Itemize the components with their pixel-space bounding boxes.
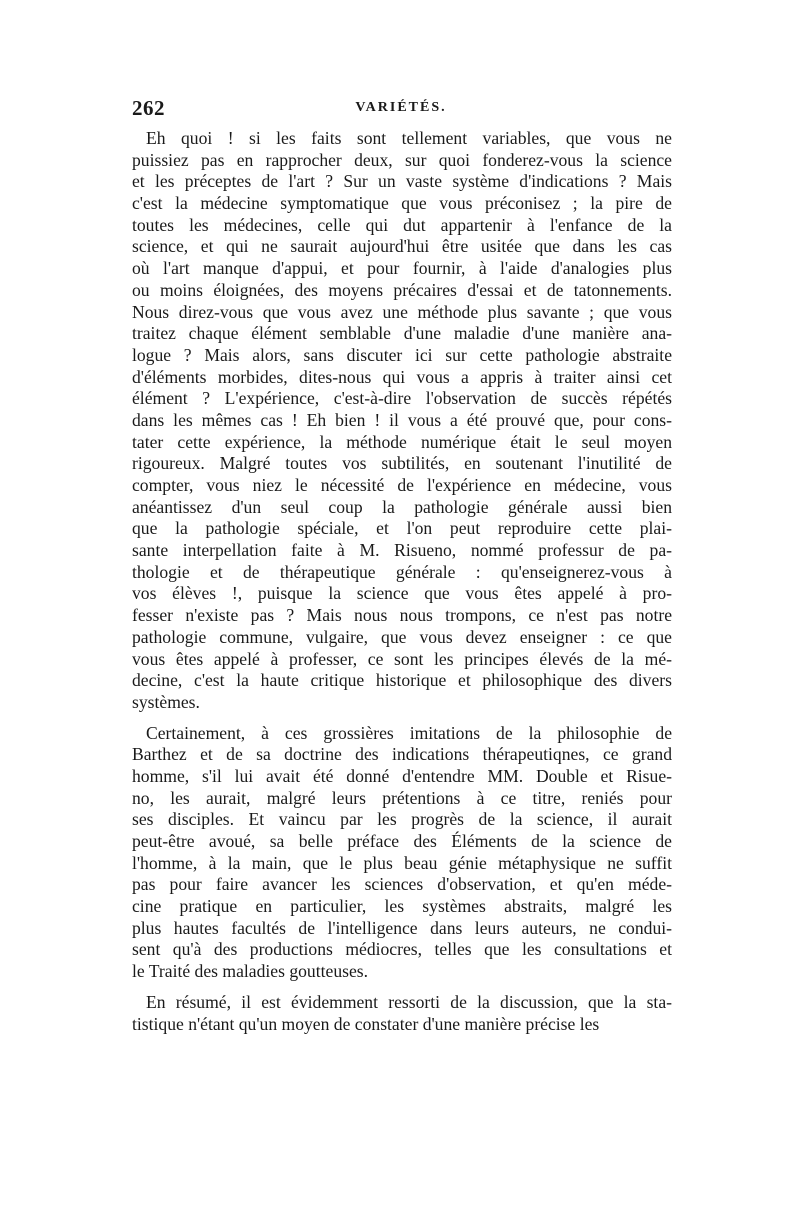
text-line: d'éléments morbides, dites-nous qui vous a appris à traiter ainsi cet [132, 366, 672, 387]
text-line: En résumé, il est évidemment ressorti de la discussion, que la sta- [146, 991, 672, 1012]
text-line: vous êtes appelé à professer, ce sont les principes élevés de la mé- [132, 648, 672, 669]
text-line: Certainement, à ces grossières imitations de la philosophie de [146, 722, 672, 743]
text-line: c'est la médecine symptomatique que vous préconisez ; la pire de [132, 193, 672, 214]
text-line: logue ? Mais alors, sans discuter ici sur cette pathologie abstraite [132, 344, 672, 365]
text-line: Nous direz-vous que vous avez une méthode plus savante ; que vous [132, 301, 672, 322]
text-line: systèmes. [132, 691, 200, 712]
text-line: ou moins éloignées, des moyens précaires d'essai et de tatonnements. [132, 279, 672, 300]
paragraph-3 [132, 992, 672, 1035]
text-line: rigoureux. Malgré toutes vos subtilités, en soutenant l'inutilité de [132, 453, 672, 474]
text-line: no, les aurait, malgré leurs prétentions à ce titre, reniés pour [132, 787, 672, 808]
text-line: anéantissez d'un seul coup la pathologie générale aussi bien [132, 496, 672, 517]
text-line: pathologie commune, vulgaire, que vous devez enseigner : ce que [132, 626, 672, 647]
text-line: puissiez pas en rapprocher deux, sur quoi fonderez-vous la science [132, 149, 672, 170]
text-line: sent qu'à des productions médiocres, telles que les consultations et [132, 939, 672, 960]
text-line: homme, s'il lui avait été donné d'entendre MM. Double et Risue- [132, 765, 672, 786]
page-header [132, 96, 670, 122]
paragraph-2 [132, 723, 672, 983]
text-line: dans les mêmes cas ! Eh bien ! il vous a été prouvé que, pour cons- [132, 409, 672, 430]
text-line: ses disciples. Et vaincu par les progrès de la science, il aurait [132, 809, 672, 830]
text-line: que la pathologie spéciale, et l'on peut reproduire cette plai- [132, 518, 672, 539]
text-line: élément ? L'expérience, c'est-à-dire l'observation de succès répétés [132, 388, 672, 409]
text-line: plus hautes facultés de l'intelligence dans leurs auteurs, ne condui- [132, 917, 672, 938]
text-line: vos élèves !, puisque la science que vous êtes appelé à pro- [132, 583, 672, 604]
text-line: et les préceptes de l'art ? Sur un vaste système d'indications ? Mais [132, 171, 672, 192]
text-line: traitez chaque élément semblable d'une maladie d'une manière ana- [132, 323, 672, 344]
text-line: cine pratique en particulier, les systèmes abstraits, malgré les [132, 896, 672, 917]
text-line: l'homme, à la main, que le plus beau génie métaphysique ne suffit [132, 852, 672, 873]
text-line: science, et qui ne saurait aujourd'hui être usitée que dans les cas [132, 236, 672, 257]
text-line: tater cette expérience, la méthode numérique était le seul moyen [132, 431, 672, 452]
text-line: Barthez et de sa doctrine des indications thérapeutiqnes, ce grand [132, 744, 672, 765]
text-line: decine, c'est la haute critique historique et philosophique des divers [132, 670, 672, 691]
text-line: fesser n'existe pas ? Mais nous nous trompons, ce n'est pas notre [132, 605, 672, 626]
text-line: tistique n'étant qu'un moyen de constater d'une manière précise les [132, 1013, 600, 1034]
text-line: peut-être avoué, sa belle préface des Éléments de la science de [132, 831, 672, 851]
text-line: Eh quoi ! si les faits sont tellement variables, que vous ne [146, 128, 672, 148]
paragraph-1 [132, 128, 672, 714]
text-line: où l'art manque d'appui, et pour fournir, à l'aide d'analogies plus [132, 258, 672, 279]
text-line: pas pour faire avancer les sciences d'observation, et qu'en méde- [132, 874, 672, 895]
body-text [132, 128, 672, 1035]
page-number: 262 [132, 96, 165, 120]
text-line: toutes les médecines, celle qui dut appartenir à l'enfance de la [132, 214, 672, 235]
text-line: thologie et de thérapeutique générale : qu'enseignerez-vous à [132, 561, 672, 582]
text-line: compter, vous niez le nécessité de l'expérience en médecine, vous [132, 475, 672, 495]
running-title: VARIÉTÉS. [355, 100, 447, 115]
text-line: sante interpellation faite à M. Risueno, nommé professur de pa- [132, 540, 672, 561]
text-line: le Traité des maladies goutteuses. [132, 961, 369, 982]
